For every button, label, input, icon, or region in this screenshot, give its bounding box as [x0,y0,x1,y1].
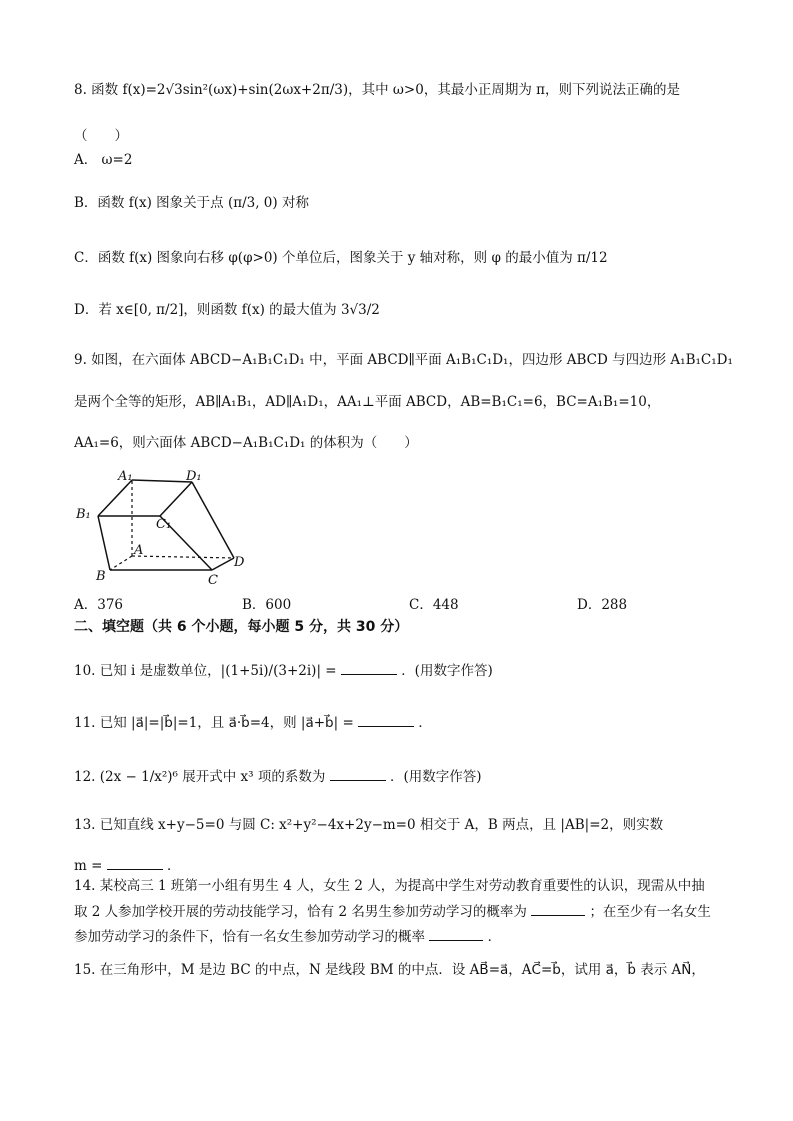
q14-text-2b: ；在至少有一名女生 [589,904,711,920]
label-b: B [96,569,106,584]
q13-m-label: m = [74,858,103,874]
q15-line-1: 15. 在三角形中，M 是边 BC 的中点，N 是线段 BM 的中点．设 AB⃗=a⃗，AC⃗=b⃗，试用 a⃗，b⃗ 表示 AN⃗， [74,962,705,978]
label-c1: C₁ [156,517,172,532]
q8-option-a: A． ω=2 [74,152,133,168]
hidden-edge-a-b [110,556,132,570]
q8-paren: （ ） [74,128,128,144]
edge-b1-b [98,516,110,570]
label-d1: D₁ [186,469,202,484]
edge-c1-d1 [160,482,192,516]
q11-text: 11. 已知 |a⃗|=|b⃗|=1，且 a⃗·b⃗=4，则 |a⃗+b⃗| = [74,715,354,731]
label-a: A [134,543,144,558]
q14-line-1: 14. 某校高三 1 班第一小组有男生 4 人，女生 2 人，为提高中学生对劳动教育重要性的认识，现需从中抽 [74,878,705,894]
edge-a1-d1 [132,480,192,482]
q10-answer-blank[interactable] [341,660,397,675]
q12-note: ．(用数字作答) [389,769,482,785]
label-a1: A₁ [118,469,133,484]
label-d: D [234,555,245,570]
q12-text: 12. (2x − 1/x²)⁶ 展开式中 x³ 项的系数为 [74,769,326,785]
q13-answer-blank[interactable] [107,855,163,870]
q12-answer-blank[interactable] [330,766,386,781]
q14-text-2: 取 2 人参加学校开展的劳动技能学习，恰有 2 名男生参加劳动学习的概率为 [74,904,527,920]
q13-line-2 [74,855,181,876]
q8-stem: 8. 函数 f(x)=2√3sin²(ωx)+sin(2ωx+2π/3)，其中 ω>0，其最小正周期为 π，则下列说法正确的是 [74,82,680,98]
hidden-edge-a-d [132,556,234,558]
edge-d1-d [192,482,234,558]
edge-c-d [212,558,234,570]
label-c: C [208,573,218,588]
q9-line-3: AA₁=6，则六面体 ABCD−A₁B₁C₁D₁ 的体积为（ ） [74,435,418,451]
section-heading: 二、填空题（共 6 个小题，每小题 5 分，共 30 分） [74,619,409,635]
hexahedron-figure [74,468,254,588]
q10-text: 10. 已知 i 是虚数单位，|(1+5i)/(3+2i)| = [74,663,337,679]
q9-option-a: A．376 [74,597,124,613]
q8-option-b: B．函数 f(x) 图象关于点 (π/3, 0) 对称 [74,195,309,211]
q10-note: ．(用数字作答) [401,663,493,679]
q9-option-b: B．600 [242,597,292,613]
q14-line-3 [74,926,501,947]
q9-option-c: C．448 [409,597,459,613]
q14-answer-blank-1[interactable] [531,901,585,916]
q14-answer-blank-2[interactable] [429,926,483,941]
q14-end: ． [487,929,502,945]
q11 [74,712,432,733]
label-b1: B₁ [76,507,91,522]
q11-answer-blank[interactable] [358,712,414,727]
q8-option-d: D．若 x∈[0, π/2]，则函数 f(x) 的最大值为 3√3/2 [74,302,380,318]
q14-text-3: 参加劳动学习的条件下，恰有一名女生参加劳动学习的概率 [74,929,425,945]
edge-a1-b1 [98,480,132,516]
q14-line-2 [74,901,711,922]
q9-line-1: 9. 如图，在六面体 ABCD−A₁B₁C₁D₁ 中，平面 ABCD∥平面 A₁B₁C₁D₁，四边形 ABCD 与四边形 A₁B₁C₁D₁ [74,352,733,368]
q11-end: ． [418,715,432,731]
q13-line-1: 13. 已知直线 x+y−5=0 与圆 C: x²+y²−4x+2y−m=0 相交于 A，B 两点，且 |AB|=2，则实数 [74,817,664,833]
q8-option-c: C．函数 f(x) 图象向右移 φ(φ>0) 个单位后，图象关于 y 轴对称，则 φ 的最小值为 π/12 [74,250,608,266]
q10 [74,660,493,681]
q9-option-d: D．288 [577,597,628,613]
q13-end: ． [167,858,181,874]
q9-line-2: 是两个全等的矩形，AB∥A₁B₁，AD∥A₁D₁，AA₁⊥平面 ABCD，AB=B₁C₁=6，BC=A₁B₁=10， [74,394,661,410]
q12 [74,766,482,787]
